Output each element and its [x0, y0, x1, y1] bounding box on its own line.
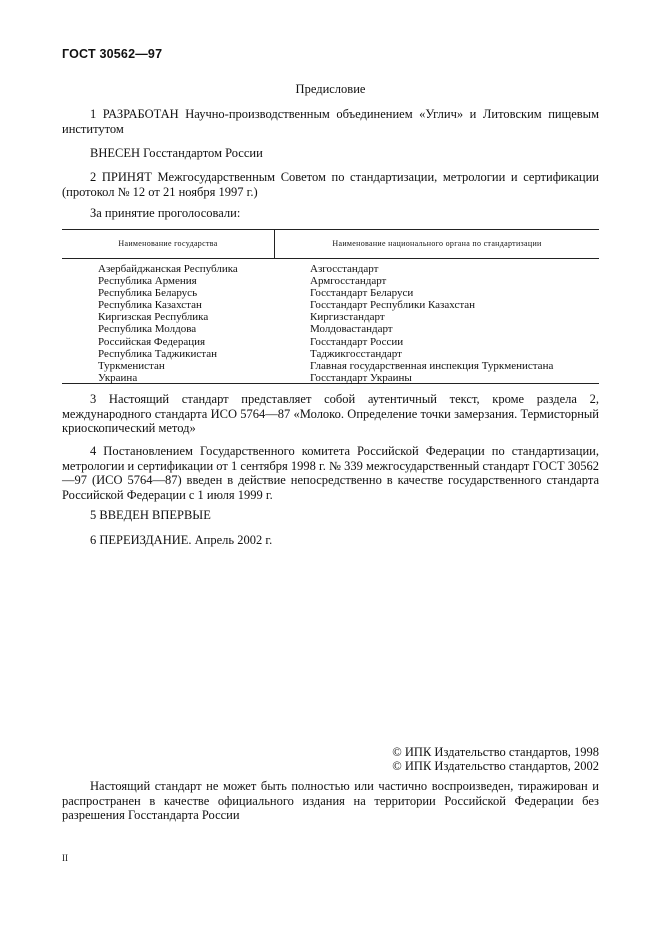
item-6-reissue: 6 ПЕРЕИЗДАНИЕ. Апрель 2002 г. — [90, 533, 273, 547]
preface-title: Предисловие — [295, 82, 366, 96]
body-cell: Молдовастандарт — [310, 323, 393, 336]
state-cell: Азербайджанская Республика — [98, 263, 238, 275]
table-row — [62, 299, 599, 311]
item-2-adopted: 2 ПРИНЯТ Межгосударственным Советом по стандартизации, метрологии и сертификации (протокол № 12 от 21 ноября 1997 г.) — [62, 170, 599, 199]
member-states-table — [62, 229, 599, 384]
body-cell: Госстандарт Беларуси — [310, 287, 414, 300]
table-row — [62, 372, 599, 384]
table-row — [62, 323, 599, 335]
state-cell: Российская Федерация — [98, 335, 206, 348]
table-row — [62, 311, 599, 323]
table-body — [62, 263, 599, 384]
state-cell: Украина — [98, 371, 138, 384]
body-cell: Главная государственная инспекция Туркменистана — [310, 359, 554, 372]
table-row — [62, 275, 599, 287]
state-cell: Республика Молдова — [98, 323, 197, 336]
table-header-state: Наименование государства — [118, 239, 218, 248]
table-row — [62, 360, 599, 372]
item-1-introduced: ВНЕСЕН Госстандартом России — [90, 146, 263, 160]
body-cell: Киргизстандарт — [310, 311, 385, 324]
body-cell: Таджикгосстандарт — [310, 347, 402, 360]
state-cell: Республика Таджикистан — [98, 347, 217, 360]
reproduction-notice: Настоящий стандарт не может быть полностью или частично воспроизведен, тиражирован и распространен в качестве официального издания на территории Российской Федерации без разрешения Госстандарта России — [62, 779, 599, 822]
item-3-authentic-text: 3 Настоящий стандарт представляет собой аутентичный текст, кроме раздела 2, международного стандарта ИСО 5764—87 «Молоко. Определение точки замерзания. Термисторный криоскопический метод» — [62, 392, 599, 435]
table-header-divider — [62, 258, 599, 259]
state-cell: Республика Армения — [98, 275, 197, 288]
state-cell: Туркменистан — [98, 359, 165, 372]
table-header-body: Наименование национального органа по стандартизации — [332, 239, 542, 248]
body-cell: Азгосстандарт — [310, 263, 379, 275]
page-number: II — [62, 853, 68, 863]
table-row — [62, 287, 599, 299]
body-cell: Госстандарт Республики Казахстан — [310, 299, 476, 312]
table-row — [62, 263, 599, 275]
state-cell: Республика Беларусь — [98, 287, 198, 300]
document-code: ГОСТ 30562—97 — [62, 47, 163, 61]
state-cell: Киргизская Республика — [98, 311, 209, 324]
body-cell: Госстандарт Украины — [310, 371, 412, 384]
table-row — [62, 348, 599, 360]
table-row — [62, 336, 599, 348]
item-5-introduced-first: 5 ВВЕДЕН ВПЕРВЫЕ — [90, 508, 211, 522]
state-cell: Республика Казахстан — [98, 299, 202, 312]
voted-label: За принятие проголосовали: — [90, 206, 241, 220]
item-1-developed: 1 РАЗРАБОТАН Научно-производственным объединением «Углич» и Литовским пищевым институтом — [62, 107, 599, 136]
copyright-1998: © ИПК Издательство стандартов, 1998 — [392, 745, 599, 759]
body-cell: Армгосстандарт — [310, 275, 387, 288]
item-4-resolution: 4 Постановлением Государственного комитета Российской Федерации по стандартизации, метрологии и сертификации от 1 сентября 1998 г. № 339 межгосударственный стандарт ГОСТ 30562—97 (ИСО 5764—87) введен в действие непосредственно в качестве государственного стандарта Российской Федерации с 1 июля 1999 г. — [62, 444, 599, 502]
copyright-2002: © ИПК Издательство стандартов, 2002 — [392, 759, 599, 773]
body-cell: Госстандарт России — [310, 335, 404, 348]
